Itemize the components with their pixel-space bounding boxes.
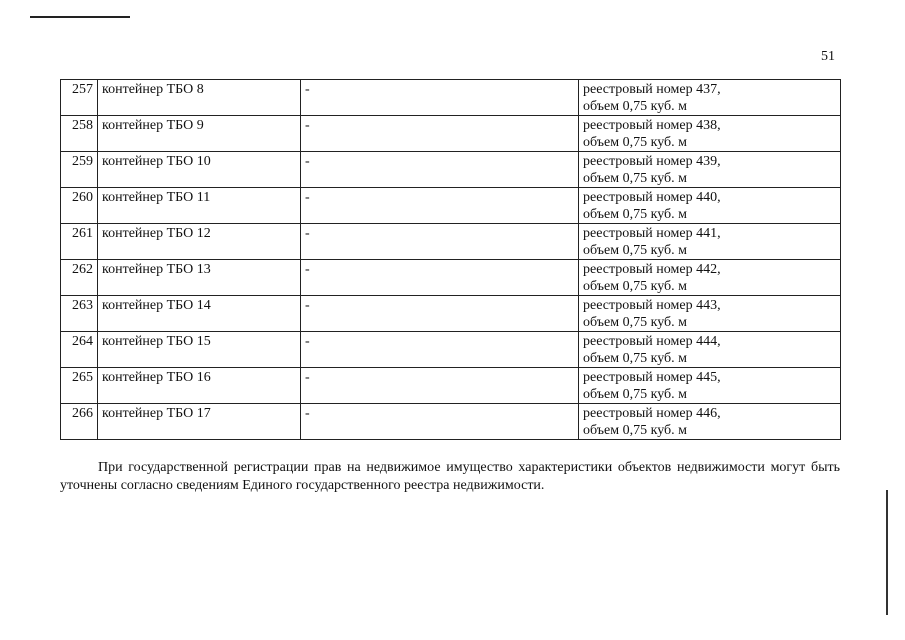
item-info <box>579 224 841 260</box>
item-info <box>579 80 841 116</box>
item-info <box>579 332 841 368</box>
row-number: 262 <box>61 260 98 296</box>
volume: объем 0,75 куб. м <box>583 243 687 258</box>
registration-note: При государственной регистрации прав на недвижимое имущество характеристики объектов недвижимости могут быть уточнены согласно сведениям Единого государственного реестра недвижимости. <box>60 460 840 493</box>
volume: объем 0,75 куб. м <box>583 135 687 150</box>
item-info <box>579 404 841 440</box>
registry-number: реестровый номер 445, <box>583 370 721 385</box>
row-number: 265 <box>61 368 98 404</box>
item-info <box>579 296 841 332</box>
empty-value-dash: - <box>301 152 579 188</box>
volume: объем 0,75 куб. м <box>583 171 687 186</box>
registry-number: реестровый номер 440, <box>583 190 721 205</box>
volume: объем 0,75 куб. м <box>583 315 687 330</box>
empty-value-dash: - <box>301 116 579 152</box>
empty-value-dash: - <box>301 260 579 296</box>
table-row <box>61 116 841 152</box>
row-number: 258 <box>61 116 98 152</box>
empty-value-dash: - <box>301 296 579 332</box>
item-name: контейнер ТБО 12 <box>98 224 301 260</box>
item-name: контейнер ТБО 16 <box>98 368 301 404</box>
item-name: контейнер ТБО 11 <box>98 188 301 224</box>
registry-number: реестровый номер 443, <box>583 298 721 313</box>
item-info <box>579 152 841 188</box>
item-name: контейнер ТБО 15 <box>98 332 301 368</box>
scan-margin-line <box>886 490 888 615</box>
row-number: 261 <box>61 224 98 260</box>
item-info <box>579 188 841 224</box>
table-row <box>61 368 841 404</box>
row-number: 259 <box>61 152 98 188</box>
table-row <box>61 80 841 116</box>
row-number: 264 <box>61 332 98 368</box>
registry-number: реестровый номер 446, <box>583 406 721 421</box>
volume: объем 0,75 куб. м <box>583 279 687 294</box>
registry-number: реестровый номер 437, <box>583 82 721 97</box>
item-name: контейнер ТБО 13 <box>98 260 301 296</box>
item-name: контейнер ТБО 17 <box>98 404 301 440</box>
table-row <box>61 152 841 188</box>
empty-value-dash: - <box>301 224 579 260</box>
empty-value-dash: - <box>301 332 579 368</box>
item-info <box>579 260 841 296</box>
table-row <box>61 332 841 368</box>
row-number: 266 <box>61 404 98 440</box>
registry-number: реестровый номер 438, <box>583 118 721 133</box>
page-number: 51 <box>821 49 835 64</box>
table-row <box>61 224 841 260</box>
volume: объем 0,75 куб. м <box>583 99 687 114</box>
registry-number: реестровый номер 442, <box>583 262 721 277</box>
empty-value-dash: - <box>301 80 579 116</box>
table-row <box>61 296 841 332</box>
header-rule <box>30 16 130 18</box>
registry-table <box>60 79 841 440</box>
item-name: контейнер ТБО 10 <box>98 152 301 188</box>
table-row <box>61 188 841 224</box>
item-name: контейнер ТБО 14 <box>98 296 301 332</box>
row-number: 263 <box>61 296 98 332</box>
table-row <box>61 404 841 440</box>
item-name: контейнер ТБО 9 <box>98 116 301 152</box>
item-info <box>579 116 841 152</box>
row-number: 260 <box>61 188 98 224</box>
volume: объем 0,75 куб. м <box>583 423 687 438</box>
volume: объем 0,75 куб. м <box>583 207 687 222</box>
registry-number: реестровый номер 444, <box>583 334 721 349</box>
registry-number: реестровый номер 441, <box>583 226 721 241</box>
item-name: контейнер ТБО 8 <box>98 80 301 116</box>
volume: объем 0,75 куб. м <box>583 351 687 366</box>
item-info <box>579 368 841 404</box>
empty-value-dash: - <box>301 404 579 440</box>
volume: объем 0,75 куб. м <box>583 387 687 402</box>
empty-value-dash: - <box>301 368 579 404</box>
table-row <box>61 260 841 296</box>
empty-value-dash: - <box>301 188 579 224</box>
row-number: 257 <box>61 80 98 116</box>
registry-number: реестровый номер 439, <box>583 154 721 169</box>
